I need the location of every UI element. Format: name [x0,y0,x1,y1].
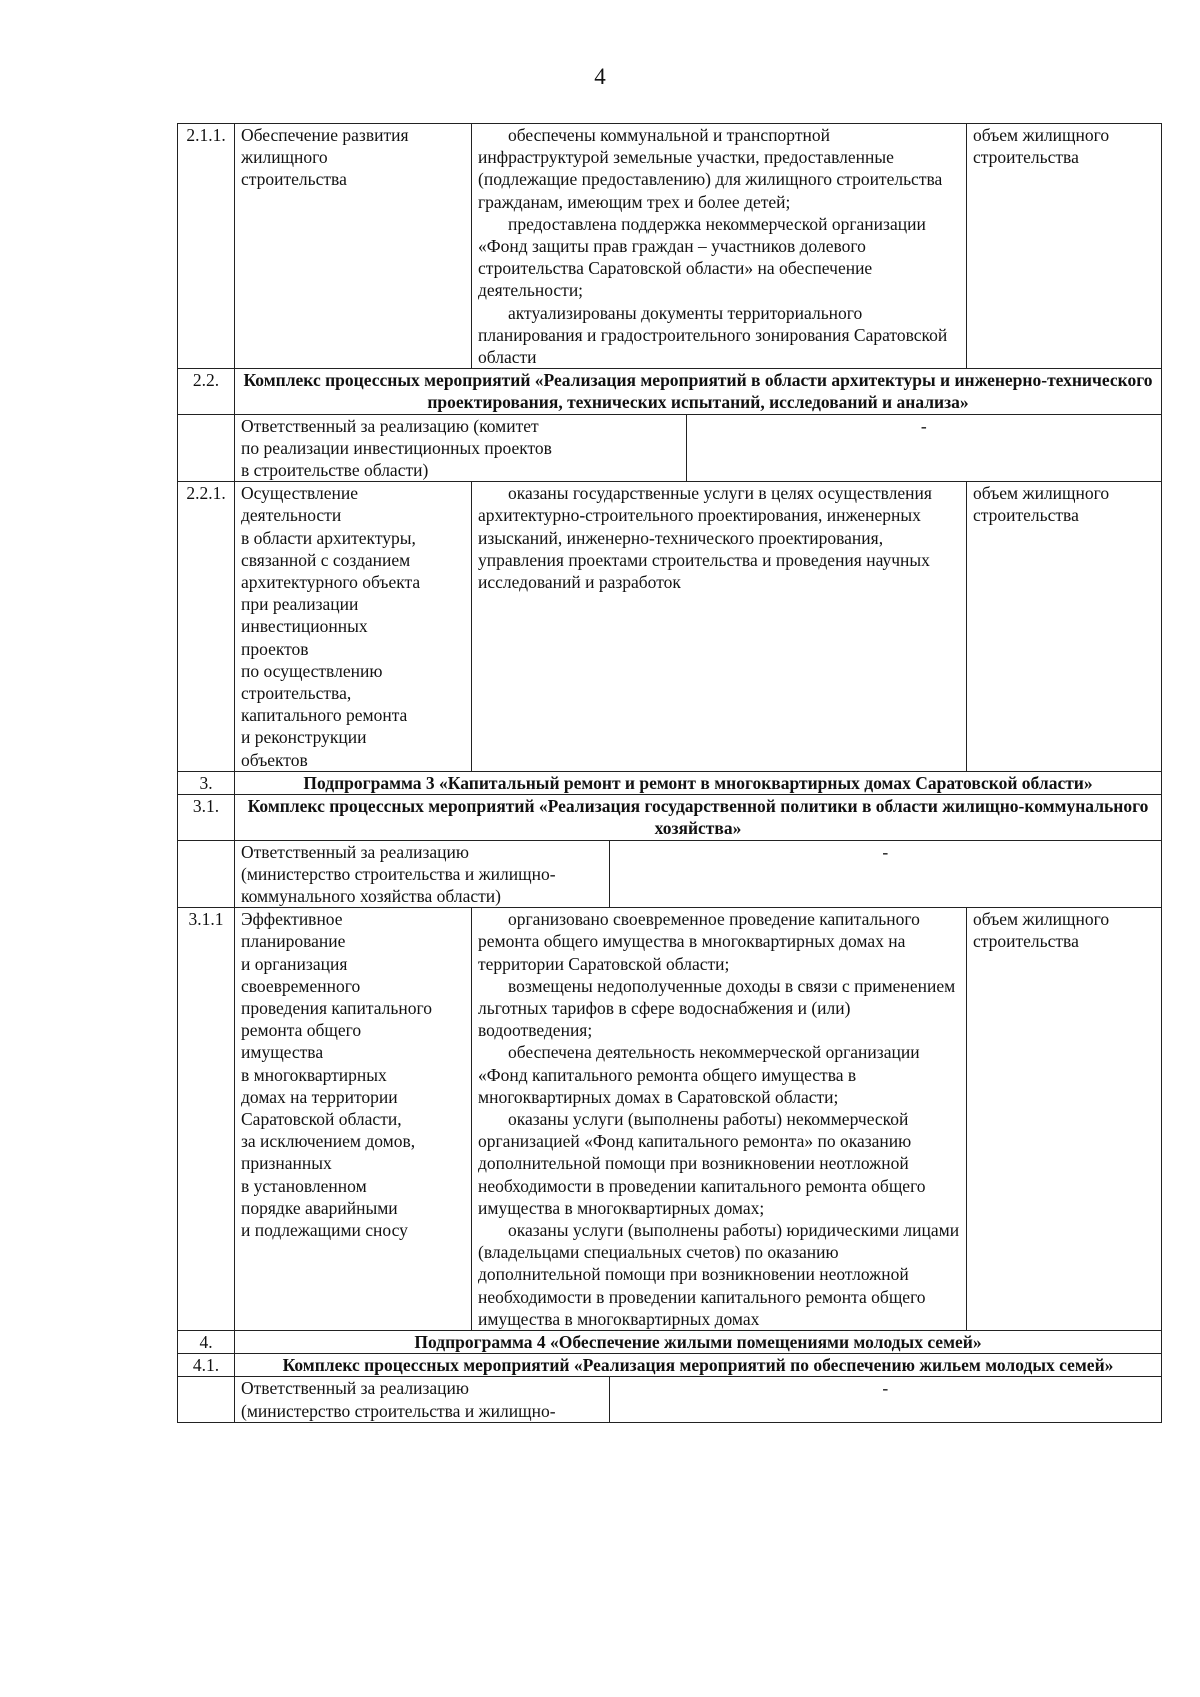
measure-results [472,124,967,369]
responsible-value: - [920,415,927,436]
responsible-row [178,840,1162,908]
table-row [178,908,1162,1331]
responsible-label [235,415,686,482]
text-line: по осуществлению [241,660,383,681]
row-number: 4. [178,1330,235,1353]
measures-table [177,123,1162,1423]
text-line: при реализации [241,594,359,615]
text-line: и реконструкции [241,727,367,748]
section-title: Комплекс процессных мероприятий «Реализация мероприятий в области архитектуры и инженерно-технического проектирования, технических испытаний, исследований и анализа» [235,369,1162,414]
responsible-inner-table [235,841,1161,908]
text-line: ремонта общего [241,1020,362,1041]
section-title: Подпрограмма 4 «Обеспечение жилыми помещениями молодых семей» [235,1330,1162,1353]
text-line: Саратовской области, [241,1108,402,1129]
text-line: деятельности [241,505,342,526]
text-line: по реализации инвестиционных проектов [241,437,552,458]
measure-indicator [967,908,1162,1331]
responsible-inner-table [235,415,1161,482]
result-paragraph: обеспечена деятельность некоммерческой организации «Фонд капитального ремонта общего имущества в многоквартирных домах в Саратовской области; [478,1042,920,1107]
text-line: своевременного [241,975,361,996]
row-number: 3.1.1 [178,908,235,1331]
text-line: объем жилищного [973,125,1110,145]
text-line: Ответственный за реализацию (комитет [241,415,539,436]
text-line: строительства [973,505,1079,526]
text-line: в области архитектуры, [241,527,416,548]
result-paragraph: оказаны услуги (выполнены работы) некоммерческой организацией «Фонд капитального ремонта» по оказанию дополнительной помощи при возникновении неотложной необходимости в проведении капитального ремонта общего имущества в многоквартирных домах; [478,1108,926,1218]
table-row [178,482,1162,772]
section-row [178,1354,1162,1377]
measure-indicator [967,482,1162,772]
text-line: проведения капитального [241,997,432,1018]
section-row [178,795,1162,840]
row-number: 2.1.1. [178,124,235,369]
measure-name [235,908,472,1331]
section-title: Комплекс процессных мероприятий «Реализация государственной политики в области жилищно-коммунального хозяйства» [235,795,1162,840]
responsible-cell [235,414,1162,482]
result-paragraph: организовано своевременное проведение капитального ремонта общего имущества в многоквартирных домах на территории Саратовской области; [478,909,920,974]
row-number: 2.2. [178,369,235,414]
text-line: в установленном [241,1175,367,1196]
page-number: 4 [594,64,606,89]
responsible-label [235,1377,609,1421]
text-line: домах на территории [241,1086,398,1107]
text-line: и организация [241,953,348,974]
responsible-value: - [882,841,889,862]
result-paragraph: оказаны государственные услуги в целях осуществления архитектурно-строительного проектирования, инженерных изысканий, инженерно-технического проектирования, управления проектами строительства и проведения научных исследований и разработок [478,483,932,593]
text-line: капитального ремонта [241,705,408,726]
empty-cell [178,414,235,482]
text-line: (министерство строительства и жилищно- [241,863,556,884]
measure-results [472,482,967,772]
text-line: строительства [973,931,1079,952]
row-number: 3. [178,771,235,794]
result-paragraph: обеспечены коммунальной и транспортной инфраструктурой земельные участки, предоставленные (подлежащие предоставлению) для жилищного строительства гражданам, имеющим трех и более детей; [478,125,943,212]
measure-indicator [967,124,1162,369]
text-line: проектов [241,638,309,659]
text-line: в многоквартирных [241,1064,387,1085]
text-line: Ответственный за реализацию [241,1378,469,1399]
text-line: жилищного [241,147,328,168]
responsible-label [235,841,609,908]
text-line: признанных [241,1153,332,1174]
text-line: планирование [241,931,346,952]
text-line: объем жилищного [973,483,1110,504]
text-line: имущества [241,1042,324,1063]
result-paragraph: предоставлена поддержка некоммерческой организации «Фонд защиты прав граждан – участников долевого строительства Саратовской области» на обеспечение деятельности; [478,213,926,301]
row-number: 2.2.1. [178,482,235,772]
text-line: объем жилищного [973,909,1110,930]
responsible-row [178,1377,1162,1422]
text-line: коммунального хозяйства области) [241,885,501,906]
text-line: строительства, [241,683,352,704]
responsible-cell [235,840,1162,908]
text-line: объектов [241,749,308,770]
text-line: за исключением домов, [241,1131,416,1152]
text-line: порядке аварийными [241,1197,398,1218]
result-paragraph: оказаны услуги (выполнены работы) юридическими лицами (владельцами специальных счетов) по оказанию дополнительной помощи при возникновении неотложной необходимости в проведении капитального ремонта общего имущества в многоквартирных домах [478,1219,960,1329]
row-number: 3.1. [178,795,235,840]
section-row [178,1330,1162,1353]
measure-name [235,124,472,369]
text-line: архитектурного объекта [241,572,421,593]
text-line: (министерство строительства и жилищно- [241,1400,556,1421]
table-row [178,124,1162,369]
section-row [178,771,1162,794]
empty-cell [178,1377,235,1422]
row-number: 4.1. [178,1354,235,1377]
text-line: строительства [241,169,347,190]
text-line: Эффективное [241,909,343,930]
text-line: Осуществление [241,483,359,504]
text-line: и подлежащими сносу [241,1219,408,1240]
responsible-value: - [882,1378,889,1399]
result-paragraph: возмещены недополученные доходы в связи с применением льготных тарифов в сфере водоснабжения и (или) водоотведения; [478,975,956,1041]
text-line: Ответственный за реализацию [241,841,469,862]
responsible-row [178,414,1162,482]
responsible-cell [235,1377,1162,1422]
result-paragraph: актуализированы документы территориального планирования и градостроительного зонирования Саратовской области [478,302,948,368]
empty-cell [178,840,235,908]
text-line: Обеспечение развития [241,125,409,145]
text-line: в строительстве области) [241,460,429,481]
section-row [178,369,1162,414]
text-line: инвестиционных [241,616,368,637]
measure-results [472,908,967,1331]
measure-name [235,482,472,772]
text-line: строительства [973,147,1079,168]
section-title: Комплекс процессных мероприятий «Реализация мероприятий по обеспечению жильем молодых семей» [235,1354,1162,1377]
section-title: Подпрограмма 3 «Капитальный ремонт и ремонт в многоквартирных домах Саратовской области» [235,771,1162,794]
text-line: связанной с созданием [241,549,411,570]
responsible-inner-table [235,1377,1161,1421]
